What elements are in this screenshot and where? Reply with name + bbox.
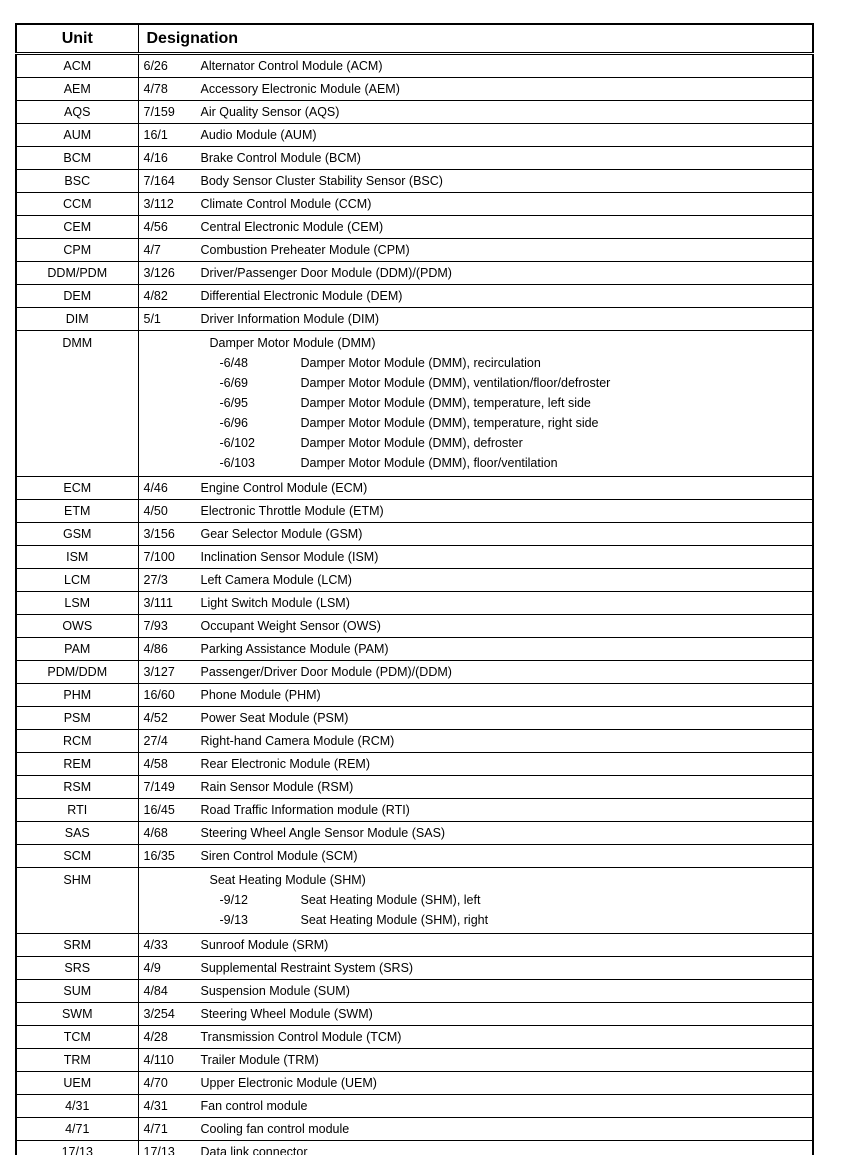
unit-cell: SHM — [16, 868, 138, 934]
designation-cell — [138, 308, 813, 331]
table-row — [16, 1049, 813, 1072]
table-row — [16, 216, 813, 239]
sub-entry-description: Damper Motor Module (DMM), recirculation — [300, 356, 541, 370]
designation-line — [139, 78, 813, 100]
table-row — [16, 500, 813, 523]
designation-description: Rear Electronic Module (REM) — [200, 757, 370, 771]
designation-line — [139, 308, 813, 330]
table-row — [16, 934, 813, 957]
table-row — [16, 477, 813, 500]
unit-cell: PSM — [16, 707, 138, 730]
sub-entry-code: -6/95 — [219, 396, 248, 410]
sub-entry — [139, 453, 813, 473]
designation-cell — [138, 239, 813, 262]
designation-line — [139, 1095, 813, 1117]
table-row — [16, 193, 813, 216]
unit-cell: PDM/DDM — [16, 661, 138, 684]
unit-cell: AEM — [16, 78, 138, 101]
designation-description: Sunroof Module (SRM) — [200, 938, 329, 952]
designation-cell — [138, 500, 813, 523]
unit-cell: SRM — [16, 934, 138, 957]
sub-entry-description: Damper Motor Module (DMM), temperature, right side — [300, 416, 599, 430]
designation-line — [139, 170, 813, 192]
designation-description: Siren Control Module (SCM) — [200, 849, 358, 863]
designation-line — [139, 147, 813, 169]
sub-entry-code: -9/13 — [219, 913, 248, 927]
designation-code: 4/16 — [143, 151, 168, 165]
table-row — [16, 799, 813, 822]
table-row — [16, 707, 813, 730]
unit-cell: ETM — [16, 500, 138, 523]
designation-cell — [138, 170, 813, 193]
designation-cell — [138, 638, 813, 661]
designation-line — [139, 661, 813, 683]
designation-code: 27/3 — [143, 573, 168, 587]
designation-code: 16/60 — [143, 688, 175, 702]
designation-description: Differential Electronic Module (DEM) — [200, 289, 403, 303]
designation-line — [139, 934, 813, 956]
table-row — [16, 569, 813, 592]
designation-cell — [138, 285, 813, 308]
table-row — [16, 546, 813, 569]
designation-line — [139, 1003, 813, 1025]
designation-line — [139, 730, 813, 752]
table-row — [16, 1141, 813, 1155]
designation-line — [139, 1026, 813, 1048]
designation-description: Steering Wheel Module (SWM) — [200, 1007, 373, 1021]
designation-code: 7/100 — [143, 550, 175, 564]
designation-cell — [138, 523, 813, 546]
unit-cell: 17/13 — [16, 1141, 138, 1155]
designation-cell — [138, 1049, 813, 1072]
table-row — [16, 776, 813, 799]
unit-cell: LSM — [16, 592, 138, 615]
sub-entry-code: -6/96 — [219, 416, 248, 430]
unit-cell: 4/71 — [16, 1118, 138, 1141]
designation-line — [139, 546, 813, 568]
designation-line — [139, 1118, 813, 1140]
designation-code: 4/7 — [143, 243, 161, 257]
sub-entry-code: -6/48 — [219, 356, 248, 370]
unit-cell: AQS — [16, 101, 138, 124]
table-row — [16, 1003, 813, 1026]
designation-cell — [138, 262, 813, 285]
designation-code: 4/82 — [143, 289, 168, 303]
table-row — [16, 262, 813, 285]
designation-description: Road Traffic Information module (RTI) — [200, 803, 410, 817]
designation-line — [139, 239, 813, 261]
unit-cell: SCM — [16, 845, 138, 868]
designation-code: 3/156 — [143, 527, 175, 541]
designation-line — [139, 285, 813, 307]
unit-cell: BCM — [16, 147, 138, 170]
designation-cell — [138, 707, 813, 730]
unit-cell: SRS — [16, 957, 138, 980]
designation-description: Suspension Module (SUM) — [200, 984, 350, 998]
table-row — [16, 615, 813, 638]
unit-cell: AUM — [16, 124, 138, 147]
designation-cell — [138, 216, 813, 239]
designation-code: 3/126 — [143, 266, 175, 280]
table-row — [16, 147, 813, 170]
unit-cell: RCM — [16, 730, 138, 753]
control-module-table — [15, 23, 814, 1155]
table-row — [16, 957, 813, 980]
designation-description: Alternator Control Module (ACM) — [200, 59, 383, 73]
designation-cell — [138, 1118, 813, 1141]
unit-cell: CPM — [16, 239, 138, 262]
designation-group — [139, 331, 813, 476]
designation-code: 27/4 — [143, 734, 168, 748]
table-row — [16, 78, 813, 101]
sub-entry-description: Damper Motor Module (DMM), temperature, left side — [300, 396, 591, 410]
designation-description: Phone Module (PHM) — [200, 688, 321, 702]
unit-cell: DIM — [16, 308, 138, 331]
designation-code: 7/149 — [143, 780, 175, 794]
designation-line — [139, 684, 813, 706]
table-row — [16, 822, 813, 845]
designation-code: 4/84 — [143, 984, 168, 998]
table-row — [16, 1095, 813, 1118]
designation-code: 7/93 — [143, 619, 168, 633]
designation-cell — [138, 147, 813, 170]
designation-description: Air Quality Sensor (AQS) — [200, 105, 340, 119]
designation-code: 3/111 — [143, 596, 173, 610]
table-row — [16, 638, 813, 661]
designation-cell — [138, 934, 813, 957]
sub-entry — [139, 910, 813, 930]
designation-line — [139, 799, 813, 821]
designation-code: 4/9 — [143, 961, 161, 975]
designation-cell — [138, 776, 813, 799]
unit-cell: PAM — [16, 638, 138, 661]
sub-entry — [139, 413, 813, 433]
designation-description: Light Switch Module (LSM) — [200, 596, 350, 610]
designation-line — [139, 638, 813, 660]
sub-entry-description: Damper Motor Module (DMM), floor/ventilation — [300, 456, 558, 470]
designation-line — [139, 262, 813, 284]
designation-description: Audio Module (AUM) — [200, 128, 317, 142]
table-row — [16, 753, 813, 776]
designation-code: 4/58 — [143, 757, 168, 771]
designation-group — [139, 868, 813, 933]
designation-code: 3/254 — [143, 1007, 175, 1021]
designation-description: Power Seat Module (PSM) — [200, 711, 349, 725]
designation-cell — [138, 546, 813, 569]
designation-line — [139, 980, 813, 1002]
designation-cell — [138, 615, 813, 638]
unit-cell: DEM — [16, 285, 138, 308]
column-header-designation: Designation — [138, 24, 813, 54]
designation-code: 17/13 — [143, 1145, 175, 1155]
designation-line — [139, 753, 813, 775]
table-row — [16, 684, 813, 707]
designation-line — [139, 216, 813, 238]
unit-cell: ISM — [16, 546, 138, 569]
table-row — [16, 54, 813, 78]
designation-cell — [138, 331, 813, 477]
designation-description: Driver Information Module (DIM) — [200, 312, 380, 326]
unit-cell: PHM — [16, 684, 138, 707]
designation-code: 4/71 — [143, 1122, 168, 1136]
unit-cell: DDM/PDM — [16, 262, 138, 285]
sub-entry-description: Seat Heating Module (SHM), left — [300, 893, 481, 907]
designation-line — [139, 957, 813, 979]
designation-description: Passenger/Driver Door Module (PDM)/(DDM) — [200, 665, 452, 679]
designation-code: 4/50 — [143, 504, 168, 518]
designation-line — [139, 55, 813, 77]
designation-cell — [138, 54, 813, 78]
designation-cell — [138, 730, 813, 753]
designation-cell — [138, 101, 813, 124]
table-row — [16, 730, 813, 753]
sub-entry — [139, 890, 813, 910]
unit-cell: SAS — [16, 822, 138, 845]
designation-code: 6/26 — [143, 59, 168, 73]
unit-cell: CCM — [16, 193, 138, 216]
table-body — [16, 54, 813, 1155]
designation-line — [139, 193, 813, 215]
unit-cell: REM — [16, 753, 138, 776]
unit-cell: ACM — [16, 54, 138, 78]
designation-description: Right-hand Camera Module (RCM) — [200, 734, 395, 748]
unit-cell: OWS — [16, 615, 138, 638]
designation-description: Parking Assistance Module (PAM) — [200, 642, 389, 656]
table-row — [16, 331, 813, 477]
sub-entry-code: -6/102 — [219, 436, 255, 450]
column-header-unit: Unit — [16, 24, 138, 54]
designation-cell — [138, 684, 813, 707]
unit-cell: GSM — [16, 523, 138, 546]
designation-cell — [138, 799, 813, 822]
designation-cell — [138, 193, 813, 216]
designation-line — [139, 500, 813, 522]
sub-entry — [139, 393, 813, 413]
designation-line — [139, 776, 813, 798]
designation-description: Combustion Preheater Module (CPM) — [200, 243, 410, 257]
designation-description: Body Sensor Cluster Stability Sensor (BSC) — [200, 174, 443, 188]
designation-description: Trailer Module (TRM) — [200, 1053, 319, 1067]
table-row — [16, 1026, 813, 1049]
designation-description: Accessory Electronic Module (AEM) — [200, 82, 400, 96]
designation-line — [139, 592, 813, 614]
designation-code: 4/31 — [143, 1099, 168, 1113]
designation-description: Central Electronic Module (CEM) — [200, 220, 384, 234]
designation-line — [139, 477, 813, 499]
group-title: Damper Motor Module (DMM) — [209, 336, 376, 350]
designation-description: Gear Selector Module (GSM) — [200, 527, 363, 541]
sub-entry-description: Damper Motor Module (DMM), ventilation/floor/defroster — [300, 376, 611, 390]
designation-code: 16/45 — [143, 803, 175, 817]
designation-code: 7/159 — [143, 105, 175, 119]
designation-cell — [138, 868, 813, 934]
unit-cell: BSC — [16, 170, 138, 193]
designation-cell — [138, 477, 813, 500]
table-row — [16, 980, 813, 1003]
table-row — [16, 1072, 813, 1095]
table-row — [16, 124, 813, 147]
designation-code: 5/1 — [143, 312, 161, 326]
designation-cell — [138, 753, 813, 776]
designation-cell — [138, 822, 813, 845]
designation-description: Fan control module — [200, 1099, 308, 1113]
unit-cell: TCM — [16, 1026, 138, 1049]
table-row — [16, 1118, 813, 1141]
designation-line — [139, 1141, 813, 1155]
sub-entry-code: -9/12 — [219, 893, 248, 907]
designation-description: Occupant Weight Sensor (OWS) — [200, 619, 381, 633]
unit-cell: TRM — [16, 1049, 138, 1072]
designation-code: 16/1 — [143, 128, 168, 142]
designation-cell — [138, 78, 813, 101]
designation-cell — [138, 1003, 813, 1026]
designation-code: 4/56 — [143, 220, 168, 234]
designation-code: 4/33 — [143, 938, 168, 952]
table-row — [16, 661, 813, 684]
designation-description: Driver/Passenger Door Module (DDM)/(PDM) — [200, 266, 452, 280]
unit-cell: RSM — [16, 776, 138, 799]
table-row — [16, 845, 813, 868]
designation-code: 4/110 — [143, 1053, 174, 1067]
designation-code: 4/68 — [143, 826, 168, 840]
designation-line — [139, 523, 813, 545]
group-title: Seat Heating Module (SHM) — [209, 873, 366, 887]
designation-code: 4/46 — [143, 481, 168, 495]
designation-code: 4/86 — [143, 642, 168, 656]
designation-line — [139, 615, 813, 637]
sub-entry — [139, 353, 813, 373]
unit-cell: LCM — [16, 569, 138, 592]
designation-code: 4/70 — [143, 1076, 168, 1090]
designation-cell — [138, 845, 813, 868]
designation-line — [139, 101, 813, 123]
designation-description: Cooling fan control module — [200, 1122, 350, 1136]
unit-cell: CEM — [16, 216, 138, 239]
designation-line — [139, 1072, 813, 1094]
designation-cell — [138, 980, 813, 1003]
designation-line — [139, 124, 813, 146]
designation-cell — [138, 1072, 813, 1095]
designation-description: Electronic Throttle Module (ETM) — [200, 504, 384, 518]
designation-description: Brake Control Module (BCM) — [200, 151, 361, 165]
designation-description: Inclination Sensor Module (ISM) — [200, 550, 379, 564]
designation-description: Left Camera Module (LCM) — [200, 573, 352, 587]
designation-description: Engine Control Module (ECM) — [200, 481, 368, 495]
designation-cell — [138, 124, 813, 147]
table-row — [16, 868, 813, 934]
unit-cell: DMM — [16, 331, 138, 477]
sub-entry-code: -6/103 — [219, 456, 255, 470]
table-row — [16, 308, 813, 331]
designation-cell — [138, 1141, 813, 1155]
designation-code: 4/78 — [143, 82, 168, 96]
table-row — [16, 523, 813, 546]
designation-code: 4/28 — [143, 1030, 168, 1044]
sub-entry — [139, 373, 813, 393]
unit-cell: UEM — [16, 1072, 138, 1095]
designation-line — [139, 845, 813, 867]
designation-code: 16/35 — [143, 849, 175, 863]
table-row — [16, 285, 813, 308]
designation-description: Rain Sensor Module (RSM) — [200, 780, 354, 794]
designation-line — [139, 569, 813, 591]
designation-line — [139, 822, 813, 844]
designation-description: Transmission Control Module (TCM) — [200, 1030, 402, 1044]
sub-entry-description: Seat Heating Module (SHM), right — [300, 913, 489, 927]
designation-description: Upper Electronic Module (UEM) — [200, 1076, 377, 1090]
designation-code: 3/127 — [143, 665, 175, 679]
unit-cell: 4/31 — [16, 1095, 138, 1118]
unit-cell: SUM — [16, 980, 138, 1003]
designation-description: Steering Wheel Angle Sensor Module (SAS) — [200, 826, 446, 840]
designation-cell — [138, 1026, 813, 1049]
designation-line — [139, 1049, 813, 1071]
table-row — [16, 239, 813, 262]
designation-code: 4/52 — [143, 711, 168, 725]
sub-entry-code: -6/69 — [219, 376, 248, 390]
designation-cell — [138, 1095, 813, 1118]
designation-code: 3/112 — [143, 197, 174, 211]
designation-description: Data link connector — [200, 1145, 308, 1155]
unit-cell: SWM — [16, 1003, 138, 1026]
designation-cell — [138, 957, 813, 980]
unit-cell: RTI — [16, 799, 138, 822]
unit-cell: ECM — [16, 477, 138, 500]
table-header — [16, 24, 813, 54]
table-row — [16, 592, 813, 615]
designation-code: 7/164 — [143, 174, 175, 188]
sub-entry-description: Damper Motor Module (DMM), defroster — [300, 436, 523, 450]
header-row — [16, 24, 813, 54]
designation-cell — [138, 661, 813, 684]
sub-entry — [139, 433, 813, 453]
designation-description: Supplemental Restraint System (SRS) — [200, 961, 414, 975]
designation-cell — [138, 569, 813, 592]
designation-line — [139, 707, 813, 729]
designation-description: Climate Control Module (CCM) — [200, 197, 372, 211]
table-row — [16, 170, 813, 193]
table-row — [16, 101, 813, 124]
designation-cell — [138, 592, 813, 615]
